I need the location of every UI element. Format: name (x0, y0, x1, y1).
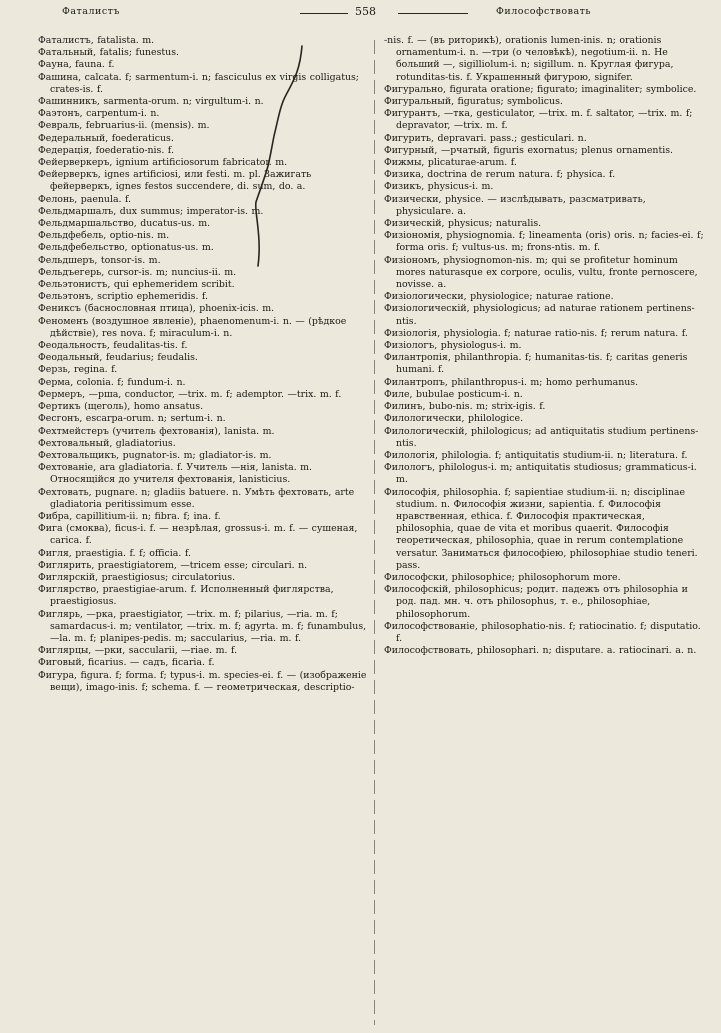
left-entry: Фашинникъ, sarmenta-orum. n; virgultum-i. n. (38, 96, 264, 108)
running-head-right: Философствовать (496, 6, 592, 17)
right-entry: Философски, philosophice; philosophorum more. (384, 571, 621, 583)
left-entry: Фига (смоква), ficus-i. f. — незрѣлая, grossus-i. m. f. — сушеная, carica. f. (38, 523, 358, 547)
right-entry: Физіологическій, physiologicus; ad naturae rationem pertinens-ntis. (384, 303, 695, 327)
left-entry: Феноменъ (воздушное явленіе), phaenomenum-i. n. — (рѣдкое дѣйствіе), res nova. f; miraculum-i. n. (38, 315, 347, 339)
left-entry: Фельдмаршалъ, dux summus; imperator-is. m. (38, 205, 264, 217)
left-entry: Фейерверкъ, ignes artificiosi, или festi. m. pl. Зажигать фейерверкъ, ignes festos succendere, di. sum, do. a. (38, 169, 312, 193)
left-entry: Фельэтонъ, scriptio ephemeridis. f. (38, 291, 209, 303)
left-entry: Фаэтонъ, carpentum-i. n. (38, 108, 160, 120)
left-entry: Фельдфебельство, optionatus-us. m. (38, 242, 214, 254)
left-entry: Фехтовальный, gladiatorius. (38, 437, 176, 449)
right-entry: Физическій, physicus; naturalis. (384, 218, 542, 230)
left-entry: Фельдфебель, optio-nis. m. (38, 230, 170, 242)
right-entry: Филантропія, philanthropia. f; humanitas-tis. f; caritas generis humani. f. (384, 352, 688, 376)
left-entry: Фесгонъ, escarpa-orum. n; sertum-i. n. (38, 413, 226, 425)
left-entry: Фехтованіе, ara gladiatoria. f. Учитель —нія, lanista. m. Относящійся до учителя фехтованія, lanisticius. (38, 462, 313, 486)
header-rule-right (398, 13, 468, 14)
right-entry: Физикъ, physicus-i. m. (384, 181, 494, 193)
right-entry: Филологическій, philologicus; ad antiquitatis studium pertinens-ntis. (384, 425, 699, 449)
left-entry: Фехтовальщикъ, pugnator-is. m; gladiator-is. m. (38, 449, 272, 461)
right-entry: Физіологъ, physiologus-i. m. (384, 340, 522, 352)
left-entry: Фигура, figura. f; forma. f; typus-i. m. species-ei. f. — (изображеніе вещи), imago-inis. f; schema. f. — геометрическая, descriptio- (38, 669, 367, 693)
page-number: 558 (355, 5, 376, 18)
right-entry: Философія, philosophia. f; sapientiae studium-ii. n; disciplinae studium. n. Философія жизни, sapientia. f. Философія нравственная, ethica. f. Философія практическая, philosophia, quae de vita et moribus quaerit. Философія теоретическая, philosophia, quae in rerum contemplatione versatur. Заниматься философіею, philosophiae studio teneri. pass. (384, 486, 698, 571)
left-entry: Фатальный, fatalis; funestus. (38, 47, 179, 59)
left-entry: Феодальный, feudarius; feudalis. (38, 352, 198, 364)
right-entry: Филе, bubulae posticum-i. n. (384, 388, 523, 400)
left-entry: Феодальность, feudalitas-tis. f. (38, 340, 188, 352)
left-entry: Фертикъ (щеголь), homo ansatus. (38, 401, 204, 413)
left-entry: Фельдшеръ, tonsor-is. m. (38, 254, 161, 266)
left-entry: Фиглярскій, praestigiosus; circulatorius. (38, 571, 236, 583)
left-entry: Федерація, foederatio-nis. f. (38, 144, 174, 156)
left-entry: Фашина, calcata. f; sarmentum-i. n; fasciculus ex virgis colligatus; crates-is. f. (38, 71, 359, 95)
running-head-left: Фаталистъ (62, 6, 120, 17)
left-entry: Федеральный, foederaticus. (38, 132, 174, 144)
right-entry: Филинъ, bubo-nis. m; strix-igis. f. (384, 401, 546, 413)
right-entry: Физически, physice. — изслѣдывать, разсматривать, physiculare. a. (384, 193, 646, 217)
right-entry: Фигурантъ, —тка, gesticulator, —trix. m. f. saltator, —trix. m. f; depravator, —trix. m. f. (384, 108, 693, 132)
left-entry: Ферма, colonia. f; fundum-i. n. (38, 376, 186, 388)
right-entry: Филологія, philologia. f; antiquitatis studium-ii. n; literatura. f. (384, 449, 688, 461)
page-header (0, 0, 721, 30)
right-entry: -nis. f. — (въ риторикѣ), orationis lumen-inis. n; orationis ornamentum-i. n. —три (о человѣкѣ), negotium-ii. n. Не больший —, sigilliolum-i. n; sigillum. n. Круглая фигура, rotunditas-tis. f. Украшенный фигурою, signifer. (384, 35, 674, 83)
right-column (384, 35, 706, 657)
left-entry: Февраль, februarius-ii. (mensis). m. (38, 120, 210, 132)
left-entry: Фиглярцы, —рки, saccularii, —riae. m. f. (38, 645, 238, 657)
left-entry: Фелонь, paenula. f. (38, 193, 132, 205)
left-entry: Фиглярство, praestigiae-arum. f. Исполненный фиглярства, praestigiosus. (38, 584, 334, 608)
right-entry: Физіологія, physiologia. f; naturae ratio-nis. f; rerum natura. f. (384, 327, 688, 339)
left-entry: Фениксъ (баснословная птица), phoenix-icis. m. (38, 303, 275, 315)
right-entry: Философствованіе, philosophatio-nis. f; ratiocinatio. f; disputatio. f. (384, 620, 701, 644)
right-entry: Философствовать, philosophari. n; disputare. a. ratiocinari. a. n. (384, 645, 697, 657)
left-entry: Ферзь, regina. f. (38, 364, 118, 376)
right-entry: Фигурный, —рчатый, figuris exornatus; plenus ornamentis. (384, 144, 674, 156)
right-entry: Фигуральный, figuratus; symbolicus. (384, 96, 563, 108)
right-entry: Фигурально, figurata oratione; figurato; imaginaliter; symbolice. (384, 83, 697, 95)
left-entry: Фехтмейстеръ (учитель фехтованія), lanista. m. (38, 425, 275, 437)
right-entry: Филологически, philologice. (384, 413, 524, 425)
right-entry: Фигурить, depravari. pass.; gesticulari. n. (384, 132, 587, 144)
left-entry: Фаталистъ, fatalista. m. (38, 35, 155, 46)
left-entry: Фехтовать, pugnare. n; gladiis batuere. n. Умѣть фехтовать, arte gladiatoria peritissimum esse. (38, 486, 355, 510)
right-entry: Философскій, philosophicus; родит. падежъ отъ philosophia и род. пад. мн. ч. отъ philosophus, т. е., philosophiae, philosophorum. (384, 584, 688, 620)
pencil-mark (250, 40, 330, 270)
right-entry: Физіологически, physiologice; naturae ratione. (384, 291, 614, 303)
left-entry: Фибра, capillitium-ii. n; fibra. f; ina. f. (38, 510, 221, 522)
right-entry: Филологъ, philologus-i. m; antiquitatis studiosus; grammaticus-i. m. (384, 462, 697, 486)
left-entry: Фейерверкеръ, ignium artificiosorum fabricator. m. (38, 157, 288, 169)
right-entry: Физіономія, physiognomia. f; lineamenta (oris) oris. n; facies-ei. f; forma oris. f; vultus-us. m; frons-ntis. m. f. (384, 230, 704, 254)
left-entry: Фиглярить, praestigiatorem, —tricem esse; circulari. n. (38, 559, 308, 571)
left-entry: Фиглярь, —рка, praestigiator, —trix. m. f; pilarius, —ria. m. f; samardacus-i. m; ventilator, —trix. m. f; agyrta. m. f; funambulus, —la. m. f; planipes-pedis. m; saccularius, —ria. m. f. (38, 608, 367, 644)
left-entry: Фельдмаршальство, ducatus-us. m. (38, 218, 211, 230)
left-entry: Фельдъегерь, cursor-is. m; nuncius-ii. m. (38, 266, 237, 278)
right-entry: Фижмы, plicaturae-arum. f. (384, 157, 517, 169)
left-entry: Фельэтонистъ, qui ephemeridem scribit. (38, 279, 235, 291)
column-divider (374, 40, 375, 1025)
left-entry: Фауна, fauna. f. (38, 59, 115, 71)
left-entry: Фермеръ, —рша, conductor, —trix. m. f; ademptor. —trix. m. f. (38, 388, 342, 400)
left-entry: Фигля, praestigia. f. f; officia. f. (38, 547, 191, 559)
left-entry: Фиговый, ficarius. — садъ, ficaria. f. (38, 657, 215, 669)
right-entry: Физика, doctrina de rerum natura. f; physica. f. (384, 169, 616, 181)
header-rule-left (300, 13, 348, 14)
right-entry: Физіономъ, physiognomon-nis. m; qui se profitetur hominum mores naturasque ex corpore, oculis, vultu, fronte pernoscere, novisse. a. (384, 254, 698, 291)
right-entry: Филантропъ, philanthropus-i. m; homo perhumanus. (384, 376, 639, 388)
